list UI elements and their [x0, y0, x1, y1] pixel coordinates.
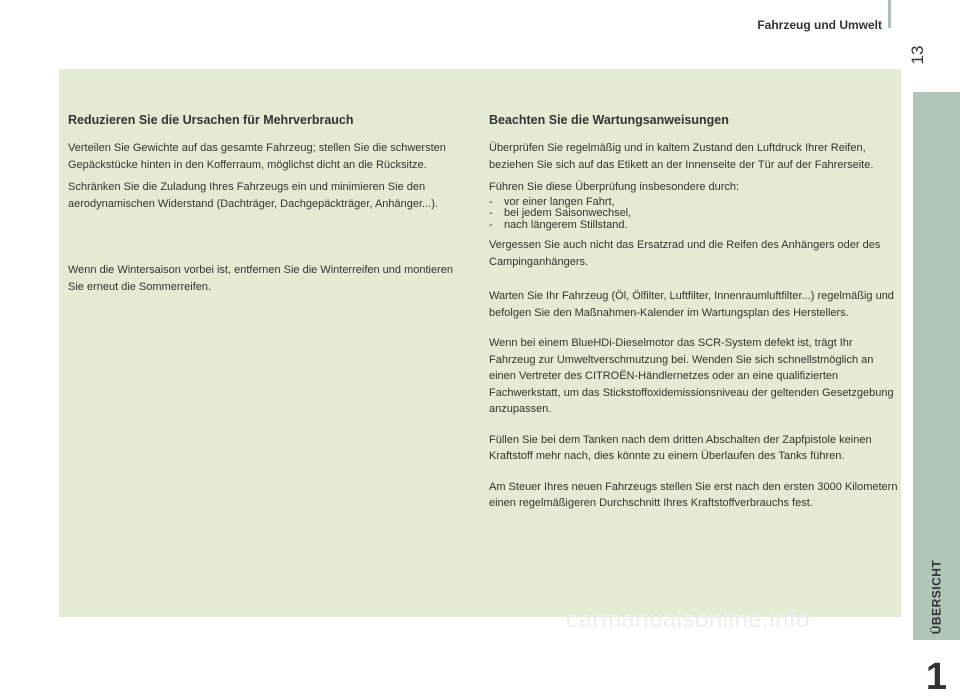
watermark: carmanualsonline.info	[566, 606, 810, 633]
left-column	[68, 112, 470, 301]
chapter-sidebar	[913, 92, 960, 698]
right-paragraph-spare: Vergessen Sie auch nicht das Ersatzrad und die Reifen des Anhängers oder des Campinganhängers.	[489, 239, 881, 268]
right-paragraph-consumption: Am Steuer Ihres neuen Fahrzeugs stellen Sie erst nach den ersten 3000 Kilometern einen regelmäßigeren Durchschnitt Ihres Kraftstoffverbrauchs fest.	[489, 480, 898, 509]
right-paragraph-fuel: Füllen Sie bei dem Tanken nach dem dritten Abschalten der Zapfpistole keinen Kraftstoff mehr nach, dies könnte zu einem Überlaufen des Tanks führen.	[489, 433, 872, 462]
header-divider	[888, 0, 891, 28]
list-item: - bei jedem Saisonwechsel,	[489, 208, 899, 220]
right-paragraph-service: Warten Sie Ihr Fahrzeug (Öl, Ölfilter, Luftfilter, Innenraumluftfilter...) regelmäßig und befolgen Sie den Maßnahmen-Kalender im Wartungsplan des Herstellers.	[489, 290, 894, 319]
right-paragraph-tyres: Überprüfen Sie regelmäßig und in kaltem Zustand den Luftdruck Ihrer Reifen, beziehen Sie sich auf das Etikett an der Innenseite der Tür auf der Fahrerseite.	[489, 142, 874, 171]
page-number: 13	[908, 45, 927, 65]
right-paragraph-scr: Wenn bei einem BlueHDi-Dieselmotor das SCR-System defekt ist, trägt Ihr Fahrzeug zur Umweltverschmutzung bei. Wenden Sie sich schnellstmöglich an einen Vertreter des CITROËN-Händlernetzes oder an eine qualifizierten Fachwerkstatt, um das Stickstoffoxidemissionsniveau der geltenden Gesetzgebung anzupassen.	[489, 337, 894, 415]
right-heading: Beachten Sie die Wartungsanweisungen	[489, 113, 729, 127]
list-item: - vor einer langen Fahrt,	[489, 197, 899, 209]
chapter-number: 1	[925, 656, 948, 698]
section-title: Fahrzeug und Umwelt	[757, 18, 882, 32]
sidebar-divider	[913, 648, 960, 650]
right-column	[489, 112, 899, 518]
left-paragraph-weight: Verteilen Sie Gewichte auf das gesamte Fahrzeug; stellen Sie die schwersten Gepäckstücke hinten in den Kofferraum, möglichst dicht an die Rücksitze.	[68, 142, 446, 171]
right-paragraph-check: Führen Sie diese Überprüfung insbesondere durch:	[489, 181, 740, 193]
list-item: - nach längerem Stillstand.	[489, 220, 899, 232]
left-heading: Reduzieren Sie die Ursachen für Mehrverbrauch	[68, 113, 354, 127]
left-paragraph-winter: Wenn die Wintersaison vorbei ist, entfernen Sie die Winterreifen und montieren Sie erneut die Sommerreifen.	[68, 264, 453, 293]
chapter-label: ÜBERSICHT	[929, 559, 944, 635]
chapter-label-wrap	[913, 547, 960, 647]
check-list	[489, 197, 899, 232]
left-paragraph-load: Schränken Sie die Zuladung Ihres Fahrzeugs ein und minimieren Sie den aerodynamischen Widerstand (Dachträger, Dachgepäckträger, Anhänger...).	[68, 181, 438, 210]
